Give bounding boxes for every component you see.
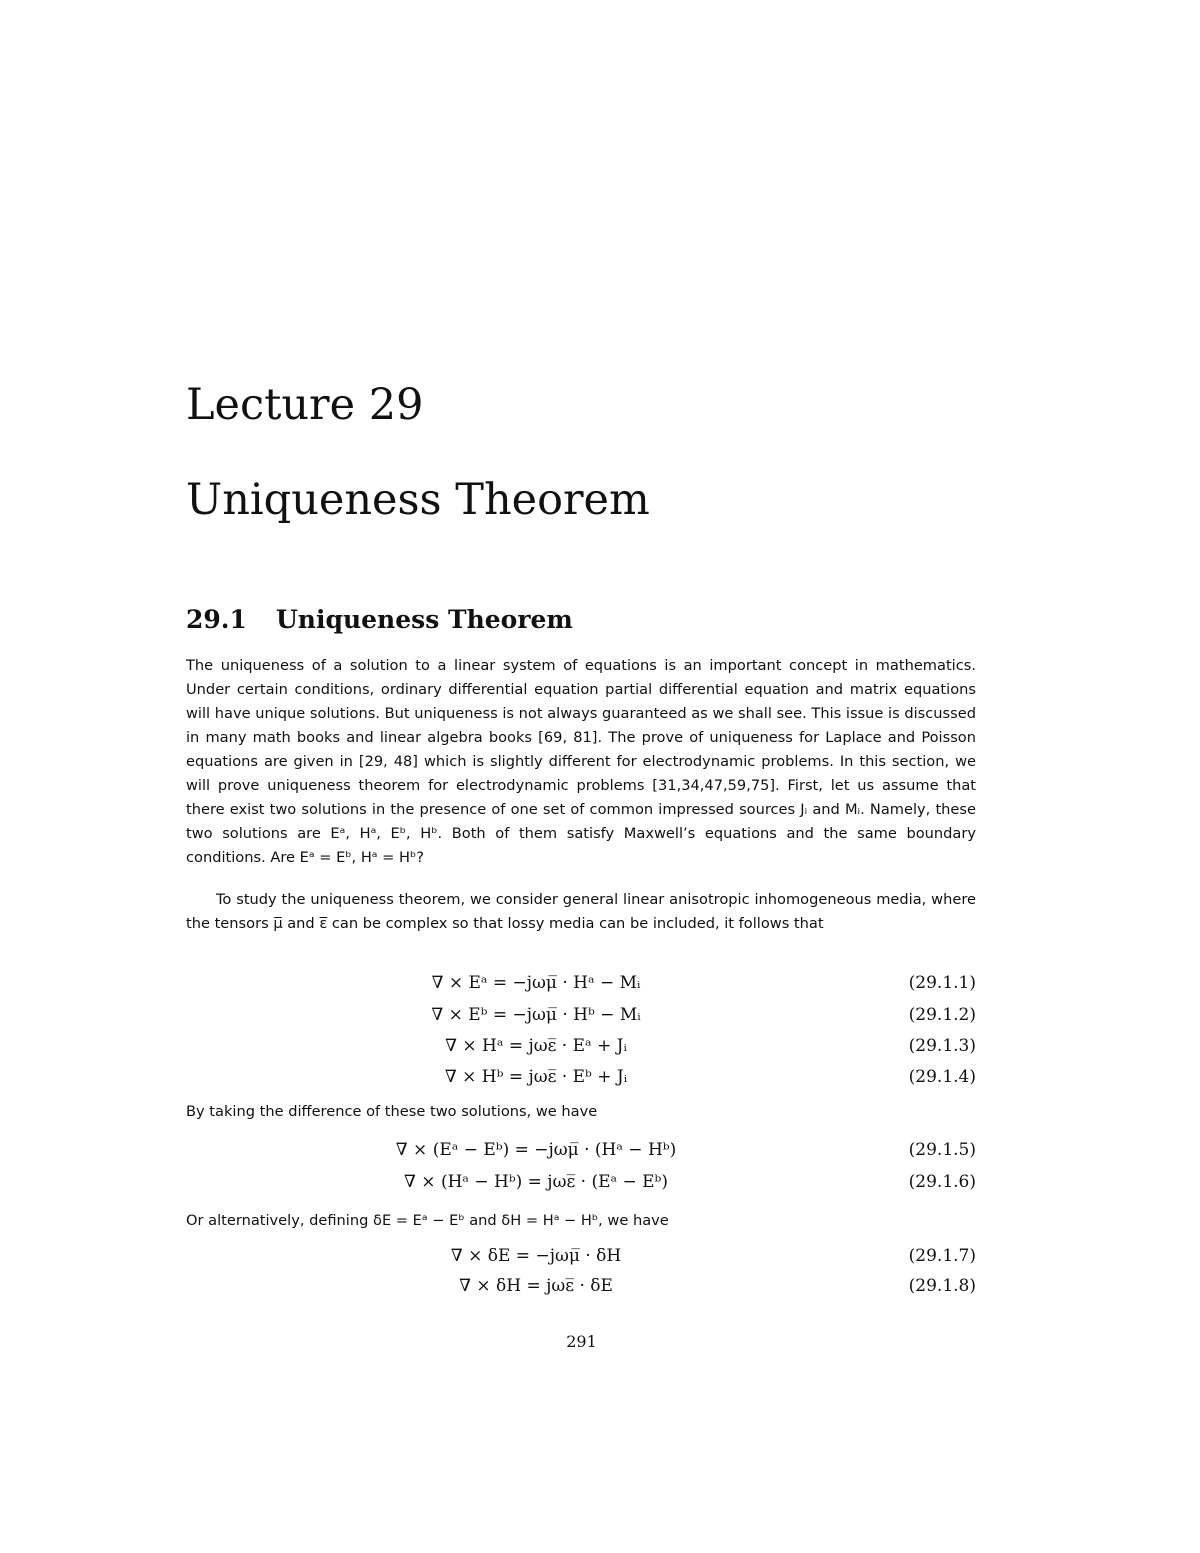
equation-label: (29.1.6) [908,1172,976,1192]
equation-label: (29.1.7) [908,1246,976,1266]
section-number: 29.1 [186,605,247,634]
equation-29-1-1 [186,968,976,998]
equation-label: (29.1.4) [908,1067,976,1087]
equation-29-1-7 [186,1241,976,1271]
equation-label: (29.1.1) [908,973,976,993]
equation-expression: ∇ × δE = −jωμ̅ · δH [450,1246,622,1266]
equation-label: (29.1.8) [908,1276,976,1296]
equation-expression: ∇ × Eᵃ = −jωμ̅ · Hᵃ − Mᵢ [431,973,641,993]
lecture-label: Lecture 29 [186,380,424,430]
equation-expression: ∇ × (Eᵃ − Eᵇ) = −jωμ̅ · (Hᵃ − Hᵇ) [395,1140,677,1160]
equation-29-1-4 [186,1062,976,1092]
page-number: 291 [566,1332,597,1351]
equation-expression: ∇ × Hᵃ = jωε̅ · Eᵃ + Jᵢ [445,1036,627,1056]
paragraph-intro: The uniqueness of a solution to a linear system of equations is an important concept in mathematics. Under certain conditions, ordinary differential equation partial differential equation and matrix equations will have unique solutions. But uniqueness is not always guaranteed as we shall see. This issue is discussed in many math books and linear algebra books [69, 81]. The prove of uniqueness for Laplace and Poisson equations are given in [29, 48] which is slightly different for electrodynamic problems. In this section, we will prove uniqueness theorem for electrodynamic problems [31,34,47,59,75]. First, let us assume that there exist two solutions in the presence of one set of common impressed sources Jᵢ and Mᵢ. Namely, these two solutions are Eᵃ, Hᵃ, Eᵇ, Hᵇ. Both of them satisfy Maxwell’s equations and the same boundary conditions. Are Eᵃ = Eᵇ, Hᵃ = Hᵇ? [186,657,976,866]
equation-label: (29.1.5) [908,1140,976,1160]
equation-expression: ∇ × δH = jωε̅ · δE [459,1276,613,1296]
equation-label: (29.1.2) [908,1005,976,1025]
equation-29-1-6 [186,1167,976,1197]
section-heading [186,602,573,638]
paragraph-difference: By taking the difference of these two solutions, we have [186,1103,598,1120]
paragraph-media: To study the uniqueness theorem, we consider general linear anisotropic inhomogeneous media, where the tensors μ̅ and ε̅ can be complex so that lossy media can be included, it follows that [186,891,976,932]
equation-29-1-3 [186,1031,976,1061]
equation-expression: ∇ × Eᵇ = −jωμ̅ · Hᵇ − Mᵢ [431,1005,641,1025]
section-title: Uniqueness Theorem [276,605,573,634]
equation-29-1-2 [186,1000,976,1030]
equation-29-1-5 [186,1135,976,1165]
equation-expression: ∇ × (Hᵃ − Hᵇ) = jωε̅ · (Eᵃ − Eᵇ) [404,1172,668,1192]
equation-29-1-8 [186,1271,976,1301]
equation-expression: ∇ × Hᵇ = jωε̅ · Eᵇ + Jᵢ [444,1067,628,1087]
paragraph-alternative: Or alternatively, defining δE = Eᵃ − Eᵇ and δH = Hᵃ − Hᵇ, we have [186,1212,669,1229]
equation-label: (29.1.3) [908,1036,976,1056]
chapter-title: Uniqueness Theorem [186,475,650,525]
